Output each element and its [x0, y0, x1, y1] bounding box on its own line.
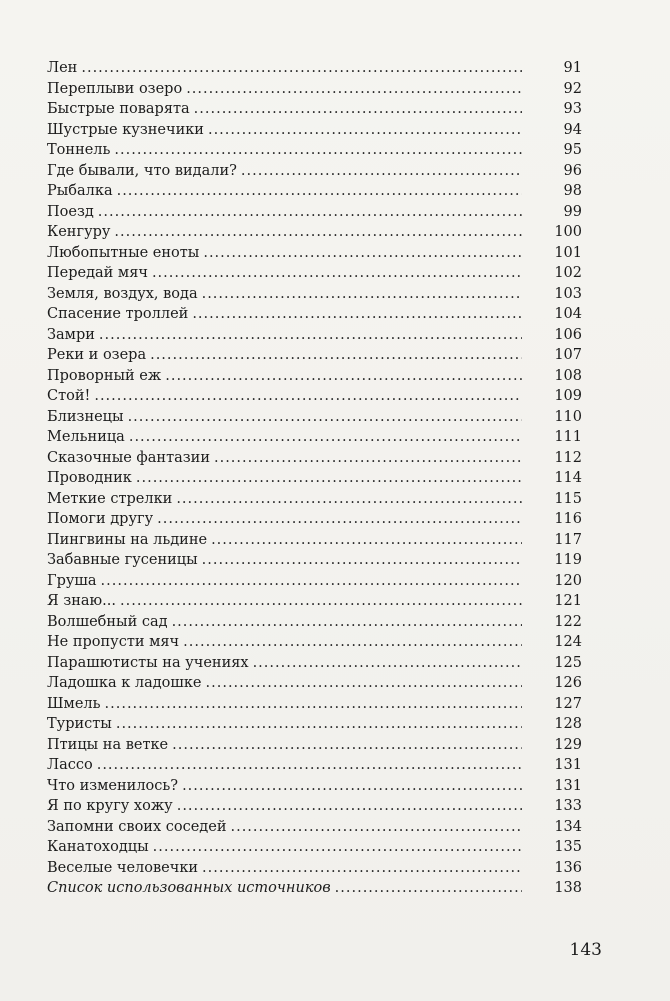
toc-entry-page: 131 — [554, 757, 582, 773]
toc-entry-page: 111 — [554, 429, 582, 445]
toc-entry — [47, 427, 582, 448]
dot-leader — [202, 284, 522, 305]
toc-entry-page: 102 — [554, 265, 582, 281]
dot-leader — [165, 366, 522, 387]
toc-entry-page: 121 — [554, 593, 582, 609]
toc-entry — [47, 612, 582, 633]
toc-entry — [47, 591, 582, 612]
toc-entry — [47, 530, 582, 551]
toc-entry — [47, 79, 582, 100]
toc-entry-page: 135 — [554, 839, 582, 855]
toc-entry-title: Лассо — [47, 757, 93, 773]
toc-entry-title: Любопытные еноты — [47, 244, 200, 261]
toc-entry — [47, 366, 582, 387]
dot-leader — [153, 837, 522, 858]
toc-entry-title: Проворный еж — [47, 367, 162, 384]
toc-entry — [47, 776, 582, 797]
toc-entry-title: Шмель — [47, 695, 101, 712]
toc-entry-title: Канатоходцы — [47, 839, 149, 855]
toc-entry-title: Тоннель — [47, 142, 111, 158]
toc-entry-title: Что изменилось? — [47, 777, 179, 794]
toc-entry-page: 128 — [554, 716, 582, 732]
dot-leader — [128, 407, 522, 428]
toc-entry-page: 134 — [554, 818, 582, 835]
toc-entry — [47, 202, 582, 223]
toc-entry-page: 110 — [554, 408, 582, 425]
toc-entry-title: Сказочные фантазии — [47, 449, 210, 466]
toc-entry — [47, 694, 582, 715]
dot-leader — [211, 530, 522, 551]
toc-entry — [47, 755, 582, 776]
toc-entry — [47, 99, 582, 120]
dot-leader — [208, 120, 522, 141]
toc-entry — [47, 509, 582, 530]
toc-entry-title: Туристы — [47, 716, 112, 732]
toc-entry-page: 112 — [554, 449, 582, 466]
toc-entry — [47, 120, 582, 141]
dot-leader — [136, 468, 522, 489]
toc-entry — [47, 140, 582, 161]
toc-entry-page: 95 — [563, 142, 582, 158]
dot-leader — [114, 222, 522, 243]
toc-entry-title: Быстрые поварята — [47, 101, 190, 117]
toc-entry-page: 116 — [554, 511, 582, 527]
toc-entry — [47, 407, 582, 428]
dot-leader — [183, 632, 522, 653]
toc-entry-title: Близнецы — [47, 408, 124, 425]
toc-entry-title: Замри — [47, 326, 95, 343]
toc-entry-page: 96 — [563, 162, 582, 179]
dot-leader — [202, 858, 522, 879]
toc-entry-title: Переплыви озеро — [47, 80, 183, 97]
toc-entry — [47, 817, 582, 838]
toc-entry — [47, 58, 582, 79]
toc-entry-page: 103 — [554, 285, 582, 302]
toc-entry-title: Груша — [47, 572, 97, 589]
toc-entry-title: Парашютисты на учениях — [47, 654, 249, 671]
toc-entry-title: Ладошка к ладошке — [47, 675, 202, 691]
dot-leader — [99, 325, 522, 346]
toc-entry-page: 99 — [563, 203, 582, 220]
dot-leader — [116, 714, 522, 735]
dot-leader — [182, 776, 522, 797]
dot-leader — [120, 591, 522, 612]
page-number: 143 — [569, 940, 602, 960]
dot-leader — [192, 304, 522, 325]
toc-entry — [47, 571, 582, 592]
toc-entry-page: 108 — [554, 367, 582, 384]
toc-entry-page: 106 — [554, 326, 582, 343]
toc-entry — [47, 878, 582, 899]
toc-entry-page: 124 — [554, 634, 582, 650]
toc-entry — [47, 181, 582, 202]
toc-entry-title: Меткие стрелки — [47, 490, 173, 507]
toc-entry-title: Не пропусти мяч — [47, 634, 180, 650]
dot-leader — [172, 612, 522, 633]
toc-entry — [47, 325, 582, 346]
dot-leader — [157, 509, 522, 530]
toc-entry-page: 114 — [554, 470, 582, 486]
dot-leader — [117, 181, 522, 202]
toc-entry — [47, 714, 582, 735]
dot-leader — [241, 161, 522, 182]
toc-entry-page: 93 — [563, 101, 582, 117]
dot-leader — [105, 694, 522, 715]
dot-leader — [206, 673, 522, 694]
toc-entry-page: 94 — [563, 121, 582, 138]
toc-entry — [47, 161, 582, 182]
toc-entry — [47, 653, 582, 674]
toc-entry-page: 138 — [554, 880, 582, 896]
toc-entry-page: 115 — [554, 490, 582, 507]
dot-leader — [214, 448, 522, 469]
toc-entry-title: Кенгуру — [47, 224, 111, 240]
toc-entry-title: Спасение троллей — [47, 306, 189, 322]
toc-entry-page: 91 — [563, 60, 582, 76]
toc-entry-page: 129 — [554, 736, 582, 753]
toc-entry-title: Я знаю... — [47, 593, 116, 609]
toc-entry-title: Помоги другу — [47, 511, 154, 527]
toc-entry-title: Проводник — [47, 470, 132, 486]
toc-entry — [47, 489, 582, 510]
toc-entry-title: Земля, воздух, вода — [47, 285, 198, 302]
dot-leader — [335, 878, 522, 899]
dot-leader — [114, 140, 522, 161]
toc-entry-title: Волшебный сад — [47, 613, 168, 630]
toc-entry-page: 100 — [554, 224, 582, 240]
toc-entry — [47, 243, 582, 264]
toc-entry — [47, 263, 582, 284]
toc-entry — [47, 386, 582, 407]
toc-entry — [47, 468, 582, 489]
toc-entry — [47, 448, 582, 469]
toc-entry-page: 101 — [554, 244, 582, 261]
toc-entry-title: Где бывали, что видали? — [47, 162, 237, 179]
toc-entry-page: 98 — [563, 183, 582, 199]
toc-entry-title: Забавные гусеницы — [47, 552, 198, 568]
dot-leader — [176, 489, 522, 510]
toc-entry-page: 92 — [563, 80, 582, 97]
dot-leader — [152, 263, 522, 284]
toc-entry-title: Веселые человечки — [47, 859, 199, 876]
dot-leader — [101, 571, 522, 592]
toc-entry — [47, 673, 582, 694]
toc-entry-title: Список использованных источников — [47, 880, 331, 896]
dot-leader — [194, 99, 522, 120]
dot-leader — [230, 817, 522, 838]
dot-leader — [253, 653, 522, 674]
toc-entry-title: Птицы на ветке — [47, 736, 169, 753]
toc-entry — [47, 837, 582, 858]
toc-entry-title: Поезд — [47, 203, 94, 220]
toc-entry — [47, 284, 582, 305]
toc-entry-page: 131 — [554, 777, 582, 794]
toc-entry — [47, 222, 582, 243]
dot-leader — [150, 345, 522, 366]
dot-leader — [97, 755, 522, 776]
toc-entry-title: Рыбалка — [47, 183, 113, 199]
toc-entry-title: Реки и озера — [47, 347, 147, 363]
toc-entry-page: 104 — [554, 306, 582, 322]
dot-leader — [186, 79, 522, 100]
toc-entry-page: 120 — [554, 572, 582, 589]
toc-entry-title: Мельница — [47, 429, 125, 445]
toc-entry-title: Запомни своих соседей — [47, 818, 227, 835]
dot-leader — [203, 243, 522, 264]
toc-entry — [47, 304, 582, 325]
toc-entry-title: Передай мяч — [47, 265, 148, 281]
toc-entry-page: 136 — [554, 859, 582, 876]
toc-entry-page: 109 — [554, 388, 582, 404]
toc-entry-page: 127 — [554, 695, 582, 712]
toc-entry — [47, 632, 582, 653]
dot-leader — [177, 796, 522, 817]
toc-entry-page: 119 — [554, 552, 582, 568]
dot-leader — [129, 427, 522, 448]
toc-entry-page: 133 — [554, 798, 582, 814]
dot-leader — [172, 735, 522, 756]
dot-leader — [202, 550, 522, 571]
toc-entry — [47, 735, 582, 756]
dot-leader — [81, 58, 522, 79]
toc-entry-title: Пингвины на льдине — [47, 531, 208, 548]
toc-entry-title: Лен — [47, 60, 78, 76]
toc-entry-page: 122 — [554, 613, 582, 630]
dot-leader — [94, 386, 522, 407]
dot-leader — [98, 202, 522, 223]
toc-entry — [47, 345, 582, 366]
toc-entry — [47, 550, 582, 571]
toc-entry — [47, 858, 582, 879]
toc-entry-page: 107 — [554, 347, 582, 363]
toc-entry — [47, 796, 582, 817]
toc-entry-page: 125 — [554, 654, 582, 671]
table-of-contents — [47, 58, 582, 899]
toc-entry-title: Стой! — [47, 388, 91, 404]
toc-entry-page: 117 — [554, 531, 582, 548]
toc-entry-title: Я по кругу хожу — [47, 798, 173, 814]
toc-entry-page: 126 — [554, 675, 582, 691]
toc-entry-title: Шустрые кузнечики — [47, 121, 204, 138]
